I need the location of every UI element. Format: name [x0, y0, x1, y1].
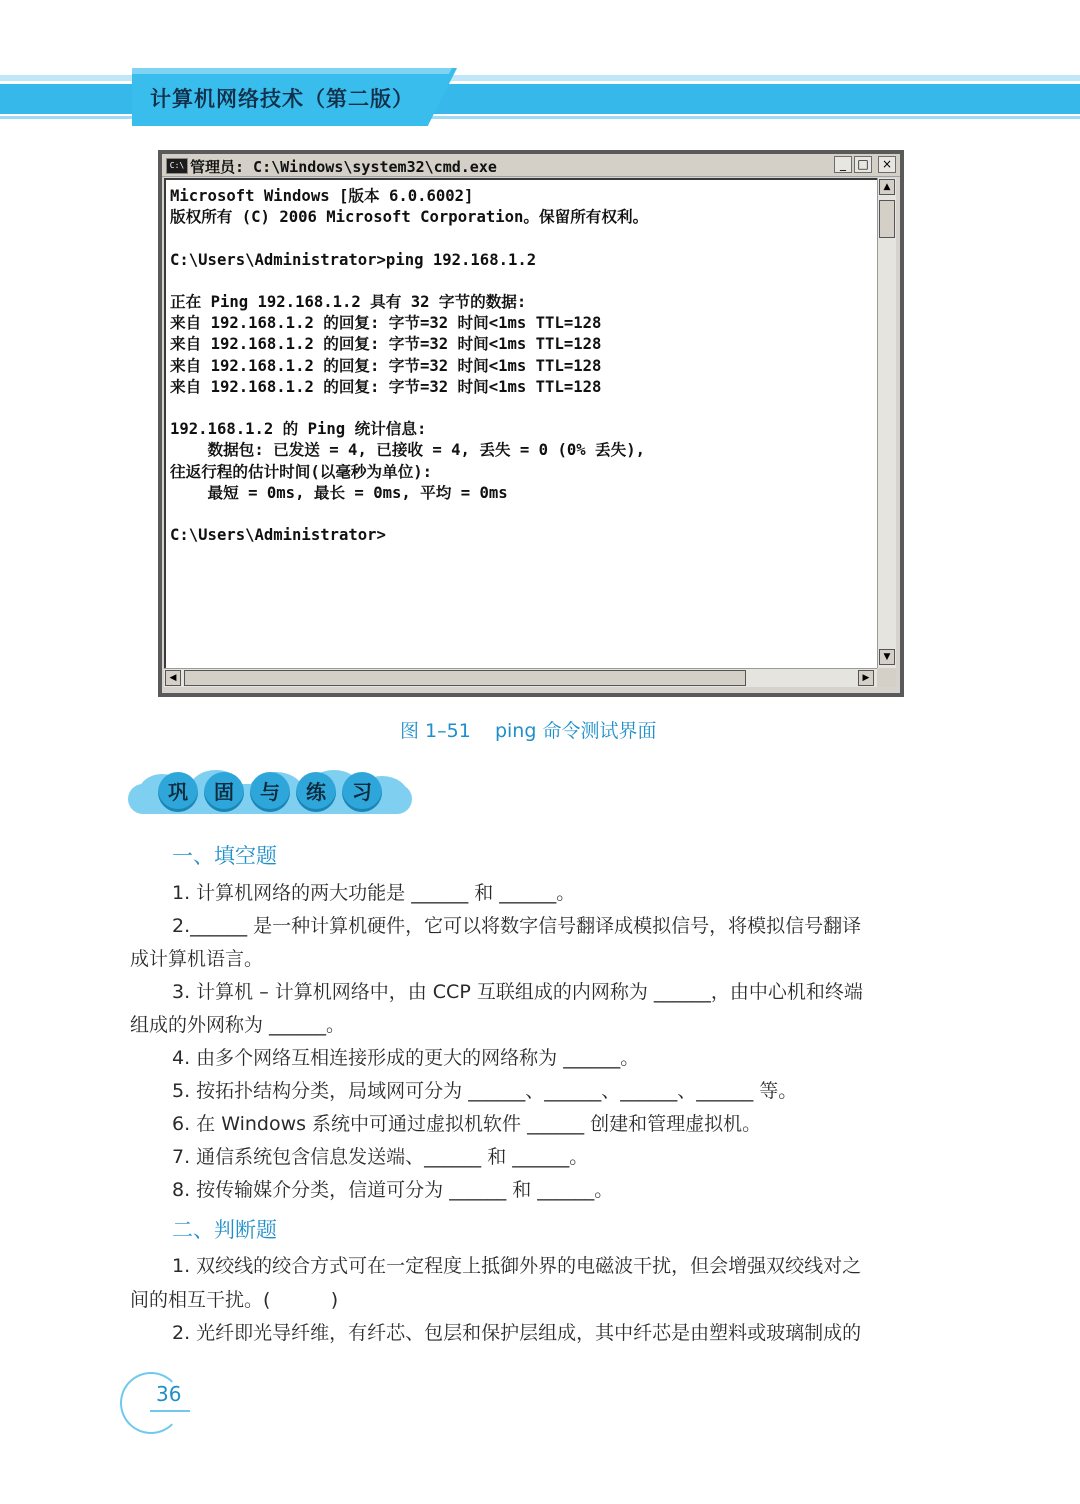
console-area[interactable] — [164, 178, 877, 668]
maximize-button[interactable]: □ — [854, 156, 872, 173]
cmd-window-title: 管理员: C:\Windows\system32\cmd.exe — [190, 158, 497, 176]
horizontal-scroll-thumb[interactable] — [184, 670, 746, 686]
resize-grip-icon[interactable] — [877, 668, 896, 687]
page-number-line — [150, 1410, 190, 1412]
banner-char: 练 — [296, 772, 336, 812]
banner-char: 习 — [342, 772, 382, 812]
console-output: Microsoft Windows [版本 6.0.6002] 版权所有 (C) 2006 Microsoft Corporation。保留所有权利。 C:\Users\Administrator>ping 192.168.1.2 正在 Ping 192.168.1.2 具有 32 字节的数据: 来自 192.168.1.2 的回复: 字节=32 时间<1ms TTL=128 来自 192.168.1.2 的回复: 字节=32 时间<1ms TTL=128 来自 192.168.1.2 的回复: 字节=32 时间<1ms TTL=128 来自 192.168.1.2 的回复: 字节=32 时间<1ms TTL=128 192.168.1.2 的 Ping 统计信息: 数据包: 已发送 = 4, 已接收 = 4, 丢失 = 0 (0% 丢失), 往返行程的估计时间(以毫秒为单位): 最短 = 0ms, 最长 = 0ms, 平均 = 0ms C:\Users\Administrator> — [170, 187, 649, 545]
page-number: 36 — [156, 1382, 182, 1406]
question-line: 成计算机语言。 — [130, 948, 264, 970]
vertical-scrollbar[interactable] — [877, 178, 896, 668]
scroll-down-icon[interactable]: ▼ — [879, 649, 895, 665]
scroll-up-icon[interactable]: ▲ — [879, 179, 895, 195]
question-line: 3. 计算机 – 计算机网络中，由 CCP 互联组成的内网称为 ______，由中心机和终端 — [172, 981, 863, 1003]
question-line: 6. 在 Windows 系统中可通过虚拟机软件 ______ 创建和管理虚拟机。 — [172, 1113, 762, 1135]
cmd-window — [158, 150, 904, 697]
book-title-tab-highlight — [132, 68, 452, 74]
cmd-titlebar — [162, 154, 900, 177]
cmd-icon: C:\ — [166, 158, 188, 174]
question-line: 8. 按传输媒介分类，信道可分为 ______ 和 ______。 — [172, 1179, 614, 1201]
question-line: 7. 通信系统包含信息发送端、______ 和 ______。 — [172, 1146, 589, 1168]
question-line: 5. 按拓扑结构分类，局域网可分为 ______、______、______、______ 等。 — [172, 1080, 798, 1102]
close-button[interactable]: × — [878, 156, 896, 173]
banner-char: 固 — [204, 772, 244, 812]
banner-char: 巩 — [158, 772, 198, 812]
scroll-left-icon[interactable]: ◀ — [165, 670, 181, 686]
question-line: 组成的外网称为 ______。 — [130, 1014, 346, 1036]
question-line: 4. 由多个网络互相连接形成的更大的网络称为 ______。 — [172, 1047, 640, 1069]
vertical-scroll-thumb[interactable] — [879, 200, 895, 238]
section-title-fill-blank: 一、填空题 — [172, 844, 277, 868]
question-line: 1. 计算机网络的两大功能是 ______ 和 ______。 — [172, 882, 576, 904]
section-title-judge: 二、判断题 — [172, 1218, 277, 1242]
question-line: 2.______ 是一种计算机硬件，它可以将数字信号翻译成模拟信号，将模拟信号翻译 — [172, 915, 862, 937]
minimize-button[interactable]: _ — [834, 156, 852, 173]
question-line: 1. 双绞线的绞合方式可在一定程度上抵御外界的电磁波干扰，但会增强双绞线对之 — [172, 1255, 862, 1277]
banner-char: 与 — [250, 772, 290, 812]
exercise-banner — [128, 770, 412, 816]
cmd-window-frame — [162, 154, 900, 693]
question-line: 间的相互干扰。( ) — [130, 1289, 339, 1311]
scroll-right-icon[interactable]: ▶ — [858, 670, 874, 686]
question-line: 2. 光纤即光导纤维，有纤芯、包层和保护层组成，其中纤芯是由塑料或玻璃制成的 — [172, 1322, 862, 1344]
figure-caption: 图 1–51 ping 命令测试界面 — [400, 720, 657, 742]
horizontal-scrollbar[interactable] — [164, 668, 877, 687]
book-title: 计算机网络技术（第二版） — [150, 87, 414, 111]
